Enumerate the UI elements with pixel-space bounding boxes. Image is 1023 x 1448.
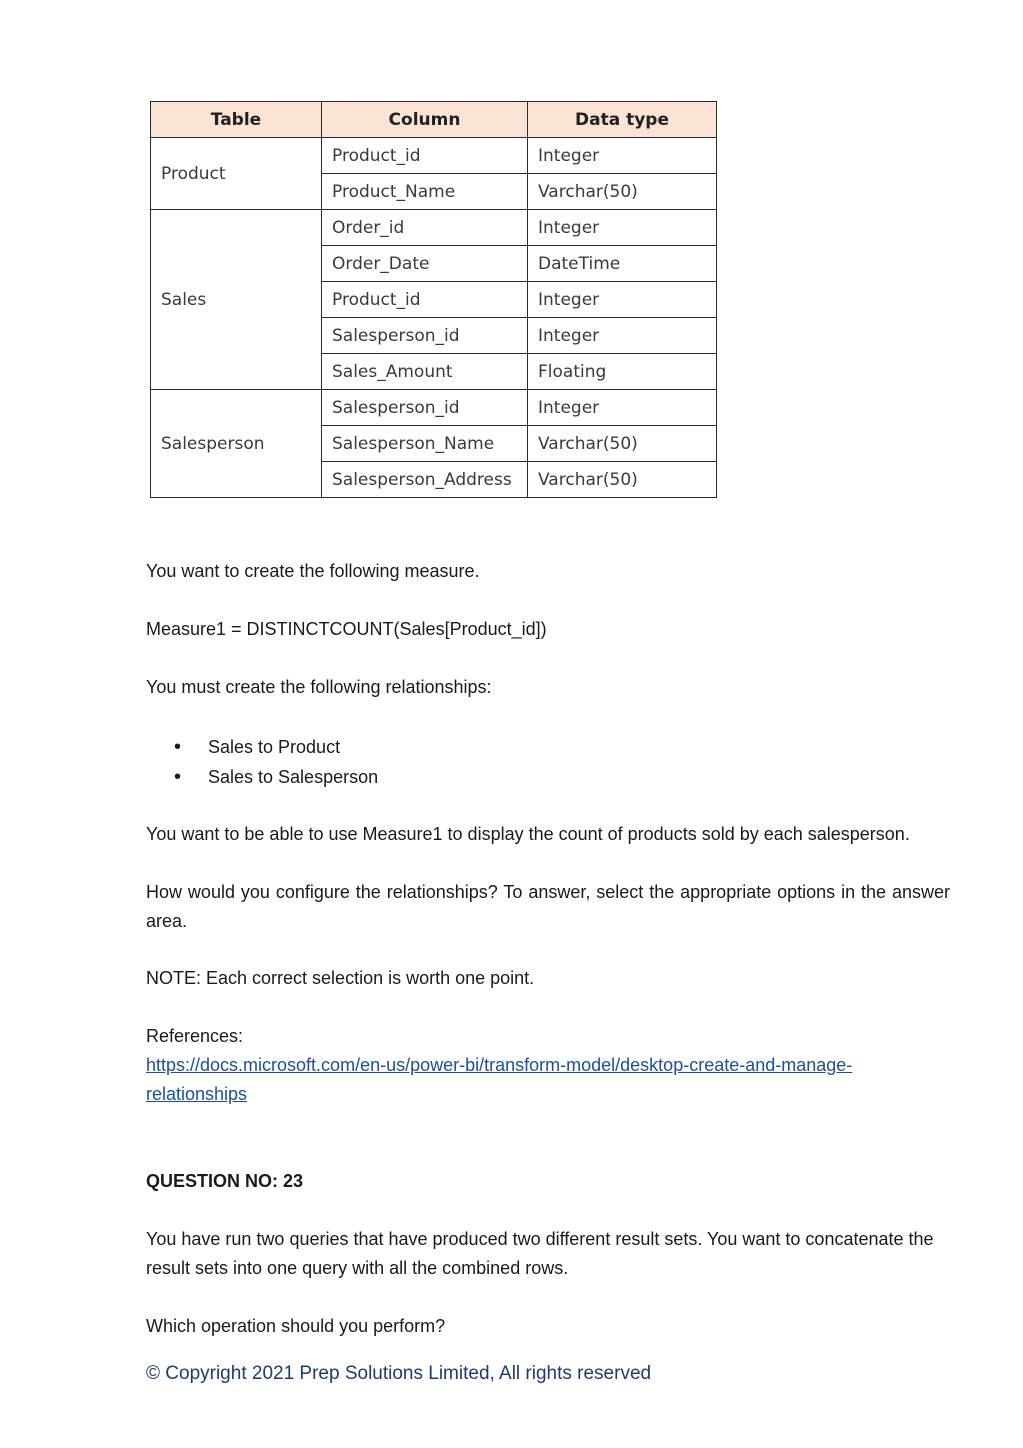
column-cell: Sales_Amount bbox=[322, 354, 528, 390]
question-heading: QUESTION NO: 23 bbox=[146, 1171, 304, 1191]
table-row bbox=[151, 210, 717, 246]
column-cell: Salesperson_id bbox=[322, 318, 528, 354]
measure-formula: Measure1 = DISTINCTCOUNT(Sales[Product_id]) bbox=[146, 619, 547, 639]
copyright-footer: © Copyright 2021 Prep Solutions Limited, All rights reserved bbox=[146, 1363, 652, 1384]
relationships-intro-text: You must create the following relationships: bbox=[146, 677, 492, 697]
column-cell: Salesperson_Address bbox=[322, 462, 528, 498]
measure-intro-text: You want to create the following measure. bbox=[146, 561, 480, 581]
type-cell: Integer bbox=[528, 210, 717, 246]
column-cell: Product_id bbox=[322, 282, 528, 318]
header-data-type: Data type bbox=[528, 102, 717, 138]
question-text: You have run two queries that have produced two different result sets. You want to concatenate the result sets into one query with all the combined rows. bbox=[146, 1229, 934, 1278]
column-cell: Order_id bbox=[322, 210, 528, 246]
relationships-list bbox=[146, 732, 378, 792]
type-cell: Integer bbox=[528, 138, 717, 174]
type-cell: Integer bbox=[528, 318, 717, 354]
header-column: Column bbox=[322, 102, 528, 138]
column-cell: Product_Name bbox=[322, 174, 528, 210]
reference-link[interactable]: https://docs.microsoft.com/en-us/power-bi/transform-model/desktop-create-and-manage-relationships bbox=[146, 1055, 853, 1104]
list-item: • Sales to Salesperson bbox=[146, 762, 378, 792]
schema-table bbox=[150, 101, 717, 498]
type-cell: Varchar(50) bbox=[528, 174, 717, 210]
type-cell: DateTime bbox=[528, 246, 717, 282]
column-cell: Salesperson_id bbox=[322, 390, 528, 426]
reference-link-container bbox=[146, 1051, 936, 1109]
question-prompt-2: Which operation should you perform? bbox=[146, 1316, 446, 1336]
type-cell: Floating bbox=[528, 354, 717, 390]
type-cell: Varchar(50) bbox=[528, 426, 717, 462]
goal-text: You want to be able to use Measure1 to display the count of products sold by each salesperson. bbox=[146, 824, 910, 844]
list-item: • Sales to Product bbox=[146, 732, 378, 762]
column-cell: Order_Date bbox=[322, 246, 528, 282]
table-name-cell: Product bbox=[151, 138, 322, 210]
table-row bbox=[151, 138, 717, 174]
table-row bbox=[151, 390, 717, 426]
header-table: Table bbox=[151, 102, 322, 138]
column-cell: Salesperson_Name bbox=[322, 426, 528, 462]
column-cell: Product_id bbox=[322, 138, 528, 174]
type-cell: Integer bbox=[528, 390, 717, 426]
note-text: NOTE: Each correct selection is worth one point. bbox=[146, 968, 535, 988]
type-cell: Integer bbox=[528, 282, 717, 318]
table-header-row bbox=[151, 102, 717, 138]
table-name-cell: Salesperson bbox=[151, 390, 322, 498]
question-prompt: How would you configure the relationships? To answer, select the appropriate options in the answer area. bbox=[146, 882, 950, 931]
table-name-cell: Sales bbox=[151, 210, 322, 390]
type-cell: Varchar(50) bbox=[528, 462, 717, 498]
references-label: References: bbox=[146, 1026, 244, 1046]
